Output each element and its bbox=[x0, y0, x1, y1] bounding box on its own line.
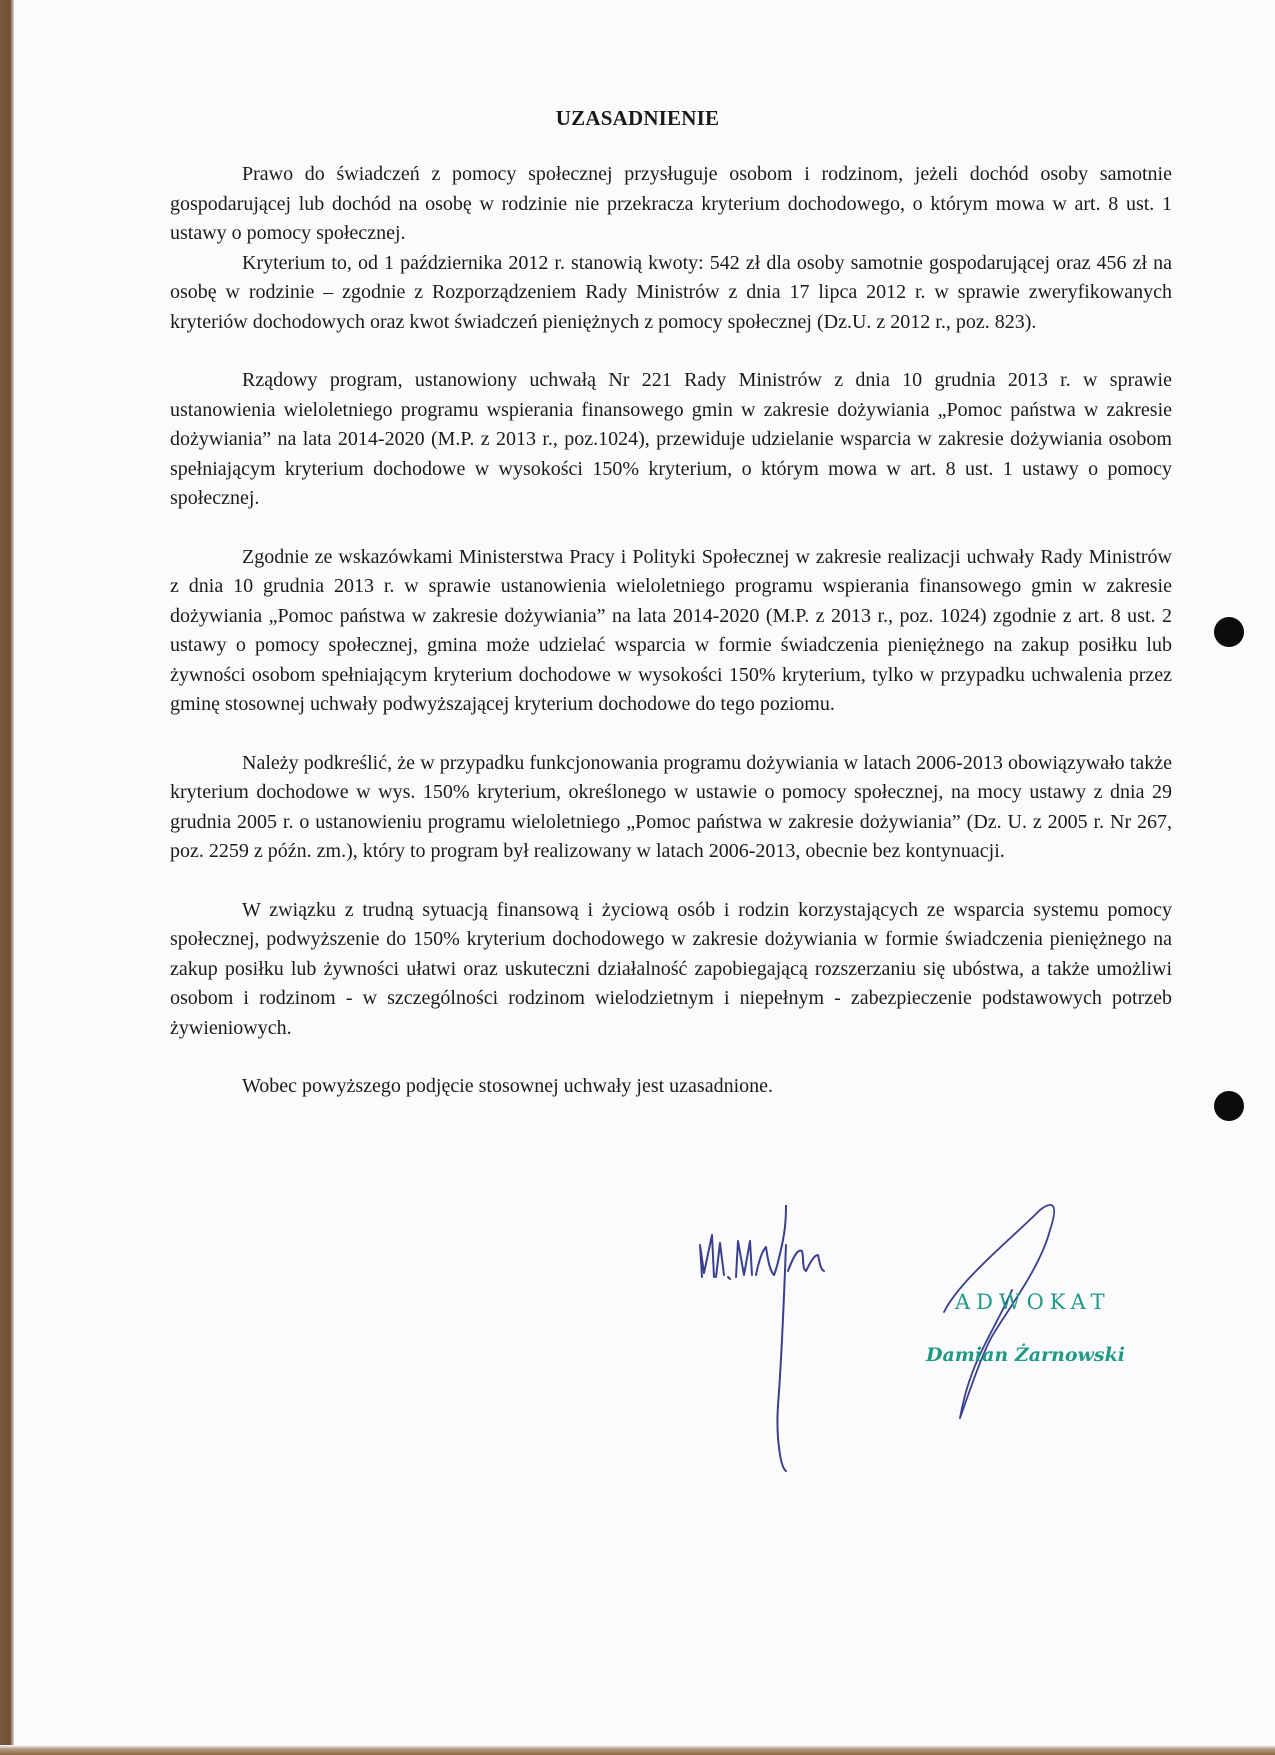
paragraph-6: W związku z trudną sytuacją finansową i życiową osób i rodzin korzystających ze wsparcia systemu pomocy społecznej, podwyższenie do 150% kryterium dochodowego w zakresie dożywiania w formie świadczenia pieniężnego na zakup posiłku lub żywności ułatwi oraz uskuteczni działalność zapobiegającą rozszerzaniu się ubóstwa, a także umożliwi osobom i rodzinom - w szczególności rodzinom wielodzietnym i niepełnym - zabezpieczenie podstawowych potrzeb żywieniowych. bbox=[170, 898, 1172, 1039]
handwritten-signature-icon bbox=[690, 1205, 890, 1475]
punch-hole-icon bbox=[1214, 1091, 1244, 1121]
paragraph-5: Należy podkreślić, że w przypadku funkcjonowania programu dożywiania w latach 2006-2013 obowiązywało także kryterium dochodowe w wys. 150% kryterium, określonego w ustawie o pomocy społecznej, na mocy ustawy z dnia 29 grudnia 2005 r. o ustanowieniu programu wieloletniego „Pomoc państwa w zakresie dożywiania” (Dz. U. z 2005 r. Nr 267, poz. 2259 z późn. zm.), który to program był realizowany w latach 2006-2013, obecnie bez kontynuacji. bbox=[170, 751, 1172, 862]
document-body bbox=[170, 160, 1172, 1102]
scan-edge-bottom bbox=[0, 1745, 1275, 1755]
scan-edge-left bbox=[0, 0, 14, 1755]
document-title: UZASADNIENIE bbox=[555, 106, 720, 130]
stamp-name: Damian Żarnowski bbox=[926, 1344, 1125, 1366]
paragraph-3: Rządowy program, ustanowiony uchwałą Nr 221 Rady Ministrów z dnia 10 grudnia 2013 r. w sprawie ustanowienia wieloletniego programu wspierania finansowego gmin w zakresie dożywiania „Pomoc państwa w zakresie dożywiania” na lata 2014-2020 (M.P. z 2013 r., poz.1024), przewiduje udzielanie wsparcia w zakresie dożywiania osobom spełniającym kryterium dochodowe w wysokości 150% kryterium, o którym mowa w art. 8 ust. 1 ustawy o pomocy społecznej. bbox=[170, 369, 1172, 509]
punch-hole-icon bbox=[1214, 617, 1244, 647]
paragraph-7: Wobec powyższego podjęcie stosownej uchwały jest uzasadnione. bbox=[242, 1075, 774, 1097]
stamp-title: ADWOKAT bbox=[955, 1290, 1111, 1314]
paragraph-1: Prawo do świadczeń z pomocy społecznej przysługuje osobom i rodzinom, jeżeli dochód osoby samotnie gospodarującej lub dochód na osobę w rodzinie nie przekracza kryterium dochodowego, o którym mowa w art. 8 ust. 1 ustawy o pomocy społecznej. bbox=[170, 163, 1172, 244]
paragraph-4: Zgodnie ze wskazówkami Ministerstwa Pracy i Polityki Społecznej w zakresie realizacji uchwały Rady Ministrów z dnia 10 grudnia 2013 r. w sprawie ustanowienia wieloletniego programu wspierania finansowego gmin w zakresie dożywiania „Pomoc państwa w zakresie dożywiania” na lata 2014-2020 (M.P. z 2013 r., poz. 1024) zgodnie z art. 8 ust. 2 ustawy o pomocy społecznej, gmina może udzielać wsparcia w formie świadczenia pieniężnego na zakup posiłku lub żywności osobom spełniającym kryterium dochodowe w wysokości 150% kryterium, tylko w przypadku uchwalenia przez gminę stosownej uchwały podwyższającej kryterium dochodowe do tego poziomu. bbox=[170, 545, 1172, 715]
paragraph-2: Kryterium to, od 1 października 2012 r. stanowią kwoty: 542 zł dla osoby samotnie gospodarującej oraz 456 zł na osobę w rodzinie – zgodnie z Rozporządzeniem Rady Ministrów z dnia 17 lipca 2012 r. w sprawie zweryfikowanych kryteriów dochodowych oraz kwot świadczeń pieniężnych z pomocy społecznej (Dz.U. z 2012 r., poz. 823). bbox=[170, 251, 1172, 333]
